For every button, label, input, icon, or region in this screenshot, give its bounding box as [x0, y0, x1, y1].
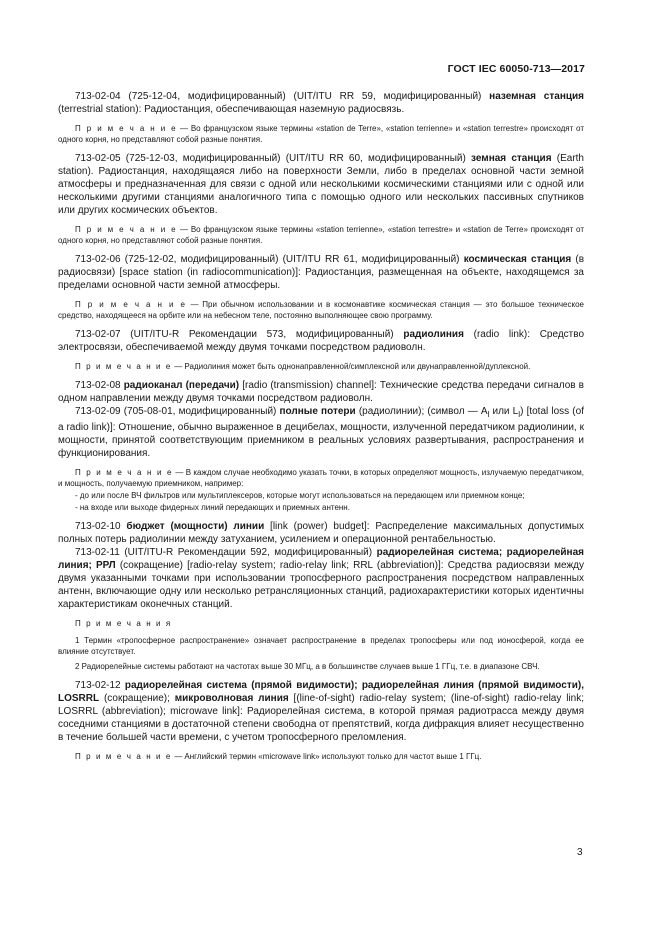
- note-list-item: - на входе или выходе фидерных линий передающих и приемных антенн.: [75, 503, 350, 512]
- notes-713-02-11: П р и м е ч а н и я 1 Термин «тропосферное распространение» означает распространение в пределах тропосферы или под ионосферой, когда ее влияние отсутствует. 2 Радиорелейные системы работают на частотах выше 30 МГц, а в большинстве случаев выше 1 ГГц, т.е. в диапазоне СВЧ.: [58, 619, 584, 671]
- note-713-02-04: П р и м е ч а н и е — Во французском языке термины «station de Terre», «station terrienne» и «station terrestre» происходят от одного корня, но представляют собой разные понятия.: [58, 124, 584, 144]
- entry-713-02-12: 713-02-12 радиорелейная система (прямой видимости); радиорелейная линия (прямой видимости), LOSRRL (сокращение); микроволновая линия [(line-of-sight) radio-relay system; (line-of-sight) radio-relay link; LOSRRL (abbreviation); microwave link]: Радиорелейная система, в которой прямая радиотрасса между двумя соседними станциями в достаточной степени свободна от препятствий, когда дифракция влияет несущественно в течение большей части времени, с учетом тропосферного преломления.: [58, 680, 584, 743]
- entry-713-02-08: 713-02-08 радиоканал (передачи) [radio (transmission) channel]: Технические средства передачи сигналов в одном направлении между двумя точками посредством радиоволн.: [58, 380, 584, 404]
- entry-713-02-10: 713-02-10 бюджет (мощности) линии [link (power) budget]: Распределение максимальных допустимых полных потерь радиолинии между затуханием, усилением и операционной рентабельностью.: [58, 521, 584, 545]
- page-number: 3: [577, 847, 583, 858]
- entry-713-02-04: 713-02-04 (725-12-04, модифицированный) (UIT/ITU RR 59, модифицированный) наземная станция (terrestrial station): Радиостанция, обеспечивающая наземную радиосвязь.: [58, 91, 584, 115]
- note-713-02-06: П р и м е ч а н и е — При обычном использовании и в космонавтике космическая станция — это большое техническое средство, находящееся на орбите или на небесном теле, постоянно выполняющее свою программу.: [58, 300, 584, 320]
- entries-713-02-08-09: [58, 379, 584, 460]
- entry-713-02-11: 713-02-11 (UIT/ITU-R Рекомендации 592, модифицированный) радиорелейная система; радиорелейная линия; РРЛ (сокращение) [radio-relay system; radio-relay link; RRL (abbreviation)]: Средства радиосвязи между двумя указанными точками при использовании тропосферного распространения посредством направленных антенн, включающие одну или несколько ретрансляционных станций, радиохарактеристики которых идентичны характеристикам оконечных станций.: [58, 547, 584, 610]
- note-list-item: - до или после ВЧ фильтров или мультиплексеров, которые могут использоваться на передающем или приемном конце;: [75, 491, 525, 500]
- note-713-02-12: П р и м е ч а н и е — Английский термин «microwave link» используют только для частот выше 1 ГГц.: [75, 752, 482, 761]
- note-713-02-09: П р и м е ч а н и е — В каждом случае необходимо указать точки, в которых определяют мощность, излучаемую передатчиком, и мощность, получаемую приемником, например: - до или после ВЧ фильтров или мультиплексеров, которые могут использоваться на передающем или приемном конце; - на входе или выходе фидерных линий передающих и приемных антенн.: [58, 468, 584, 512]
- standard-code: ГОСТ IEC 60050-713—2017: [447, 63, 585, 75]
- entry-713-02-07: 713-02-07 (UIT/ITU-R Рекомендации 573, модифицированный) радиолиния (radio link): Средство электросвязи, обеспечиваемой между двумя точками посредством радиоволн.: [58, 329, 584, 353]
- note-numbered-item: 1 Термин «тропосферное распространение» означает распространение в пределах тропосферы или под ионосферой, когда ее влияние отсутствует.: [58, 636, 584, 656]
- note-713-02-07: П р и м е ч а н и е — Радиолиния может быть однонаправленной/симплексной или двунаправленной/дуплексной.: [75, 362, 531, 371]
- entries-713-02-10-11: [58, 520, 584, 611]
- document-body: [58, 90, 584, 769]
- entry-713-02-09: 713-02-09 (705-08-01, модифицированный) полные потери (радиолинии); (символ — $A_l$ или $L_l$) [total loss (of a radio link)]: Отношение, обычно выраженное в децибелах, мощности, излученной передатчиком радиолинии, к мощности, принятой соответствующим приемником в реальных условиях развертывания, распространения и функционирования.: [58, 406, 584, 459]
- note-713-02-05: П р и м е ч а н и е — Во французском языке термины «station terrienne», «station terrestre» и «station de Terre» происходят от одного корня, но представляют собой разные понятия.: [58, 225, 584, 245]
- note-numbered-item: 2 Радиорелейные системы работают на частотах выше 30 МГц, а в большинстве случаев выше 1 ГГц, т.е. в диапазоне СВЧ.: [75, 662, 540, 671]
- entry-713-02-06: 713-02-06 (725-12-02, модифицированный) (UIT/ITU RR 61, модифицированный) космическая станция (в радиосвязи) [space station (in radiocommunication)]: Радиостанция, размещенная на объекте, находящемся за пределами основной части земной атмосферы.: [58, 254, 585, 291]
- entry-713-02-05: 713-02-05 (725-12-03, модифицированный) (UIT/ITU RR 60, модифицированный) земная станция (Earth station). Радиостанция, находящаяся либо на поверхности Земли, либо в пределах основной части земной атмосферы и предназначенная для связи с одной или несколькими космическими станциями или с одной или несколькими другими станциями аналогичного типа с помощью одного или нескольких пассивных спутников или других космических объектов.: [58, 153, 584, 216]
